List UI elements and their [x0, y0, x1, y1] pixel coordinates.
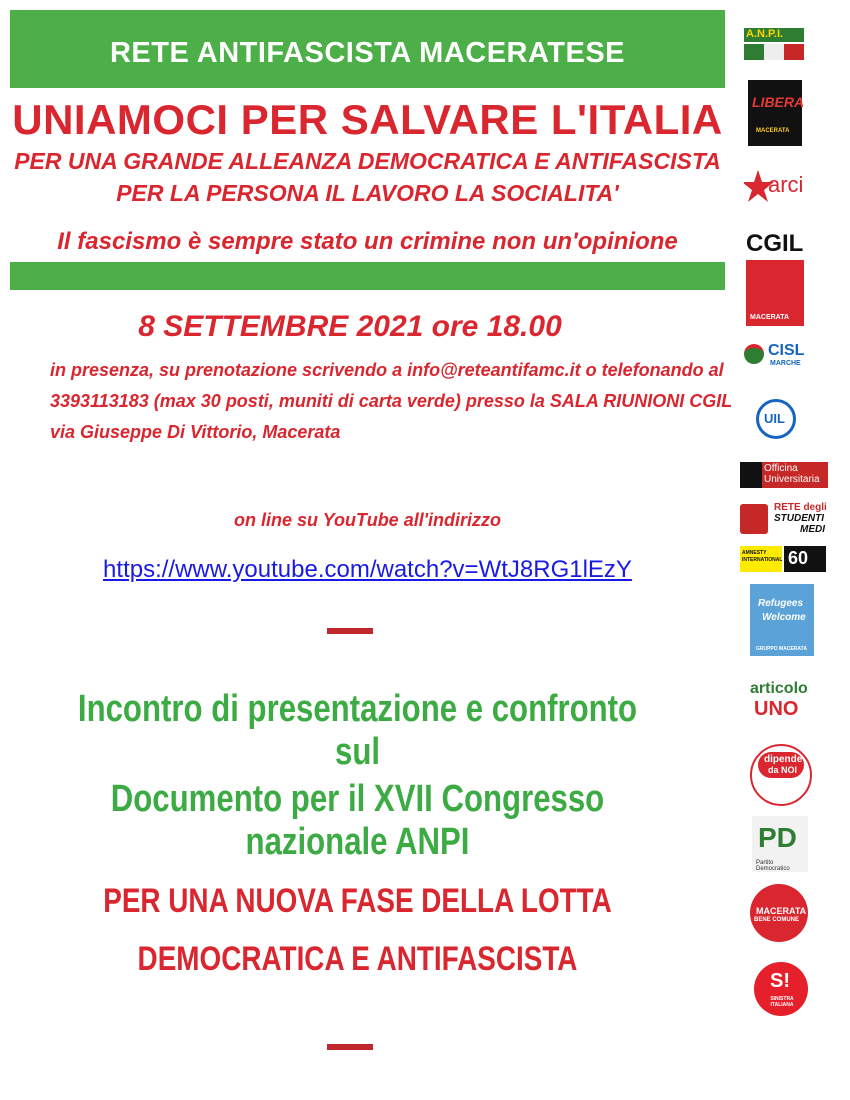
rete-logo-text-3: MEDI	[800, 524, 825, 535]
anpi-logo	[744, 28, 804, 62]
si-logo-text: S!	[770, 970, 790, 992]
event-info-line-3: via Giuseppe Di Vittorio, Macerata	[50, 422, 341, 442]
cisl-logo-sub: MARCHE	[770, 360, 801, 367]
refugees-logo-text-1: Refugees	[758, 598, 804, 609]
rete-studenti-medi-logo	[740, 502, 828, 536]
header-banner	[10, 10, 725, 88]
dipende-logo-text-2: da NOI	[768, 765, 798, 775]
main-title: UNIAMOCI PER SALVARE L'ITALIA	[12, 96, 723, 143]
dipende-logo-text-1: dipende	[764, 754, 803, 765]
youtube-link[interactable]: https://www.youtube.com/watch?v=WtJ8RG1lEzY	[103, 556, 632, 583]
anpi-logo-text: A.N.P.I.	[746, 28, 784, 40]
uil-logo-text: UIL	[764, 411, 785, 426]
description-line-1: Incontro di presentazione e confronto sul	[77, 688, 638, 773]
articolo-uno-logo	[748, 680, 812, 724]
dipende-da-noi-logo	[750, 740, 812, 810]
rete-logo-text-1: RETE degli	[774, 502, 827, 513]
libera-logo-text: LIBERA	[752, 94, 805, 110]
event-date: 8 SETTEMBRE 2021 ore 18.00	[138, 310, 562, 343]
macerata-logo-text-2: BENE COMUNE	[754, 917, 800, 923]
description-line-2: Documento per il XVII Congresso nazionale ANPI	[110, 778, 605, 863]
header-bottom-bar	[10, 262, 725, 290]
event-info-line-2: 3393113183 (max 30 posti, muniti di carta verde) presso la SALA RIUNIONI CGIL	[50, 391, 733, 411]
online-label: on line su YouTube all'indirizzo	[234, 510, 501, 530]
officina-universitaria-logo	[740, 462, 828, 488]
pd-logo-text: PD	[758, 822, 797, 853]
divider-dash	[327, 1044, 373, 1050]
rete-logo-text-2: STUDENTI	[774, 513, 824, 524]
subtitle-line-2: PER LA PERSONA IL LAVORO LA SOCIALITA'	[116, 180, 619, 206]
refugees-welcome-logo	[750, 584, 814, 656]
sinistra-italiana-logo	[754, 962, 808, 1016]
amnesty-logo-60: 60	[788, 548, 809, 568]
refugees-logo-text-2: Welcome	[762, 612, 806, 623]
refugees-logo-sub: GRUPPO MACERATA	[756, 646, 807, 652]
arci-logo	[744, 160, 806, 212]
cgil-logo	[746, 228, 804, 326]
final-heading-line-1: PER UNA NUOVA FASE DELLA LOTTA	[103, 882, 612, 920]
macerata-bene-comune-logo	[750, 884, 812, 942]
cgil-logo-sub: MACERATA	[750, 314, 790, 321]
final-heading-line-2: DEMOCRATICA E ANTIFASCISTA	[137, 940, 578, 978]
macerata-logo-text-1: MACERATA	[756, 906, 807, 916]
articolo-logo-text-2: UNO	[754, 698, 799, 720]
event-info-line-1: in presenza, su prenotazione scrivendo a info@reteantifamc.it o telefonando al	[50, 360, 724, 380]
organization-name: RETE ANTIFASCISTA MACERATESE	[109, 37, 626, 69]
partito-democratico-logo	[752, 816, 808, 872]
cisl-logo-text: CISL	[768, 342, 805, 359]
amnesty-logo	[740, 546, 826, 572]
uil-logo	[750, 395, 802, 449]
cgil-logo-text: CGIL	[746, 230, 804, 257]
pd-logo-sub: Partito Democratico	[756, 860, 790, 872]
subtitle-line-1: PER UNA GRANDE ALLEANZA DEMOCRATICA E ANTIFASCISTA	[14, 148, 721, 174]
divider-dash	[327, 628, 373, 634]
si-logo-sub: SINISTRA ITALIANA	[770, 996, 794, 1008]
amnesty-logo-text: AMNESTY INTERNATIONAL	[742, 550, 783, 563]
tagline: Il fascismo è sempre stato un crimine non un'opinione	[57, 228, 678, 255]
cisl-logo	[744, 338, 806, 374]
officina-logo-text: Officina Universitaria	[764, 463, 820, 485]
libera-logo-sub: MACERATA	[756, 128, 790, 134]
arci-logo-text: arci	[768, 172, 804, 197]
libera-logo	[748, 80, 805, 146]
articolo-logo-text-1: articolo	[750, 680, 808, 697]
